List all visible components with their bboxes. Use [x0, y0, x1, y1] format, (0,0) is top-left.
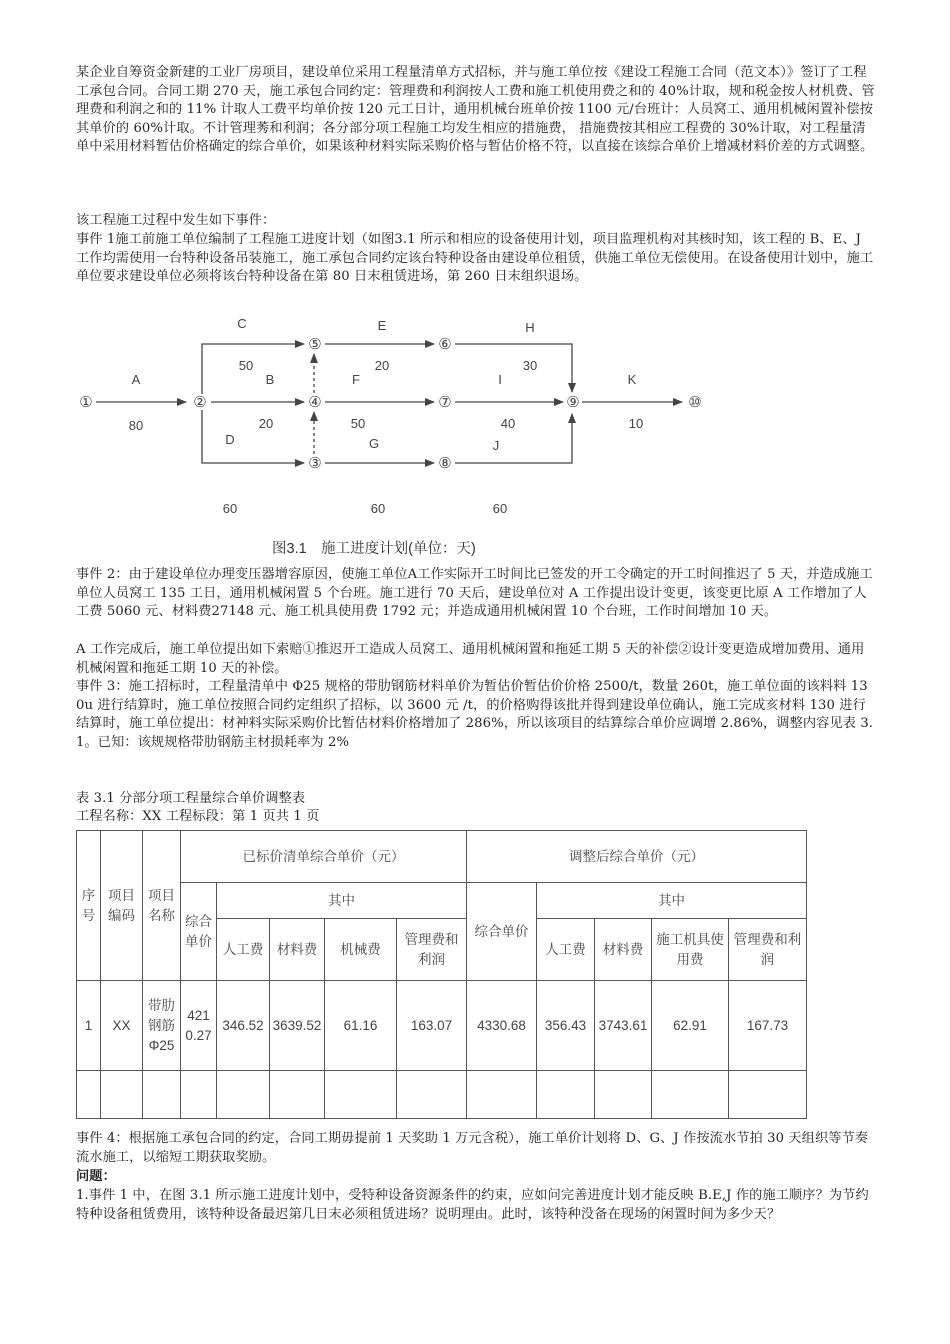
node-2: ②	[193, 394, 207, 411]
table-subtitle: 工程名称：XX 工程标段：第 1 页共 1 页	[76, 809, 320, 824]
duration-H: 30	[522, 358, 538, 373]
duration-A: 80	[128, 418, 144, 433]
header-labor-2: 人工费	[537, 919, 595, 981]
header-material-1: 材料费	[270, 919, 325, 981]
node-4: ④	[308, 394, 322, 411]
node-5: ⑤	[308, 336, 322, 353]
header-among-2: 其中	[537, 883, 807, 919]
cell-mgmt-1: 163.07	[397, 981, 467, 1071]
intro-events-line: 该工程施工过程中发生如下事件：	[76, 213, 276, 228]
event4-paragraph: 事件 4：根据施工承包合同的约定，合同工期毋提前 1 天奖助 1 万元含税），施工单价计划将 D、G、J 作按流水节拍 30 天组织等节奏流水施工，以缩短工期获取奖励。	[76, 1131, 869, 1165]
table-row	[77, 981, 807, 1071]
label-H: H	[525, 320, 535, 335]
duration-I: 40	[500, 416, 516, 431]
arrow-D	[202, 410, 304, 463]
header-unit-price-2: 综合单价	[467, 883, 537, 981]
header-mgmt-2: 管理费和利润	[729, 919, 807, 981]
label-C: C	[237, 318, 247, 331]
intro-paragraph: 某企业自筹资金新建的工业厂房项目，建设单位采用工程量清单方式招标，并与施工单位按《建设工程施工合同（范文本）》签订了工程工承包合同。合同工期 270 天，施工承包合同约定：管理费和利润按人工费和施工机使用费之和的 40%计取，规和税金按人材机费、管理费和利润之和的 11% 计取人工费平均单价按 120 元工日计，通用机械台班单价按 1100 元/台班计：人员窝工、通用机械闲置补偿按其单价的 60%计取。不计管理莠和利润；各分部分项工程施工均发生相应的措施费， 措施费按其相应工程费的 30%计取，对工程量清单中采用材料暂估价格确定的综合单价，如果该种材料实际采购价格与暂估价格不符，以直接在该综合单价上增减材料价差的方式调整。	[76, 65, 875, 155]
header-machine-1: 机械费	[325, 919, 397, 981]
label-G: G	[368, 436, 380, 451]
diagram-caption: 图3.1 施工进度计划(单位：天)	[272, 541, 476, 557]
questions-heading: 问题：	[76, 1169, 116, 1184]
node-8: ⑧	[438, 455, 452, 472]
node-9: ⑨	[566, 394, 580, 411]
unit-price-adjustment-table	[76, 830, 807, 1119]
header-labor-1: 人工费	[217, 919, 270, 981]
duration-F: 50	[350, 416, 366, 431]
cell-unit-price-1: 4210.27	[181, 981, 217, 1071]
cell-name: 带肋钢筋Φ25	[143, 981, 181, 1071]
cell-unit-price-2: 4330.68	[467, 981, 537, 1071]
event1-paragraph: 事件 1施工前施工单位编制了工程施工进度计划（如图3.1 所示和相应的设备使用计划，项目监理机构对其核时知，该工程的 B、E、J 工作均需使用一台特种设备吊装施工，施工承包合同约定该台特种设备由建设单位租赁，供施工单位无偿使用。在设备使用计划中，施工单位要求建设单位必须将该台特种设备在第 80 日末租赁进场，第 260 日末组织退场。	[76, 232, 874, 285]
duration-C: 50	[238, 358, 254, 373]
duration-G: 60	[370, 501, 386, 516]
cell-machine-2: 62.91	[652, 981, 729, 1071]
question-1: 1.事件 1 中，在图 3.1 所示施工进度计划中，受特种设备资源条件的约束，应如问完善进度计划才能反映 B.E,J 作的施工顺序？为节约特种设备租赁费用，该特种设备最迟第几日末必须租赁进场？说明理由。此时，该特种没备在现场的闲置时间为多少天？	[76, 1188, 869, 1222]
cell-labor-1: 346.52	[217, 981, 270, 1071]
label-E: E	[377, 318, 387, 333]
label-I: I	[498, 372, 502, 387]
label-K: K	[627, 372, 637, 387]
header-seq: 序号	[77, 831, 101, 981]
cell-material-2: 3743.61	[595, 981, 652, 1071]
table-title: 表 3.1 分部分项工程量综合单价调整表	[76, 791, 306, 806]
header-machine-2: 施工机具使用费	[652, 919, 729, 981]
cell-seq: 1	[77, 981, 101, 1071]
cell-labor-2: 356.43	[537, 981, 595, 1071]
label-A: A	[131, 372, 141, 387]
node-10: ⑩	[688, 394, 702, 411]
header-material-2: 材料费	[595, 919, 652, 981]
header-among-1: 其中	[217, 883, 467, 919]
event2-paragraph: 事件 2：由于建设单位办理变压器增容原因，使施工单位A工作实际开工时间比已签发的开工令确定的开工时间推迟了 5 天，并造成施工单位人员窝工 135 工日，通用机械闲置 5 个台班。施工进行 70 天后，建设单位对 A 工作提出设计变更，该变更比原 A 工作增加了人工费 5060 元、材料费27148 元、施工机具使用费 1792 元；并造成通用机械闲置 10 个台班，工作时间增加 10 天。	[76, 567, 873, 620]
event3-paragraph: 事件 3：施工招标时，工程量清单中 Φ25 规格的带肋钢筋材料单价为暂估价暂估价价格 2500/t，数量 260t，施工单位面的该料料 130u 进行结算时，施工单位按照合同约定组织了招标，以 3600 元 /t，的价格购得该批并得到建设单位确认，施工完成亥材料 130 进行结算时，施工单位提出：材衶料实际采购价比暂估材料价格增加了 286%，所以该项目的结算综合单价应调增 2.86%，调整内容见表 3.1。已知：该规规格带肋钢筋主材损耗率为 2%	[76, 679, 874, 750]
cell-machine-1: 61.16	[325, 981, 397, 1071]
label-B: B	[265, 372, 275, 387]
table-row-empty	[77, 1071, 807, 1119]
label-D: D	[225, 432, 235, 447]
node-7: ⑦	[438, 394, 452, 411]
node-3: ③	[308, 455, 322, 472]
progress-network-diagram	[70, 318, 720, 526]
duration-B: 20	[258, 416, 274, 431]
label-F: F	[352, 372, 360, 387]
header-unit-price-1: 综合单价	[181, 883, 217, 981]
arrow-H	[455, 344, 572, 392]
duration-J: 60	[492, 501, 508, 516]
node-1: ①	[79, 394, 93, 411]
header-name: 项目名称	[143, 831, 181, 981]
cell-mgmt-2: 167.73	[729, 981, 807, 1071]
header-code: 项目编码	[101, 831, 143, 981]
cell-code: XX	[101, 981, 143, 1071]
header-original-group: 已标价清单综合单价（元）	[181, 831, 467, 883]
header-adjusted-group: 调整后综合单价（元）	[467, 831, 807, 883]
duration-D: 60	[222, 501, 238, 516]
node-6: ⑥	[438, 336, 452, 353]
duration-E: 20	[374, 358, 390, 373]
label-J: J	[492, 438, 500, 453]
cell-material-1: 3639.52	[270, 981, 325, 1071]
duration-K: 10	[628, 416, 644, 431]
event2-claims-paragraph: A 工作完成后，施工单位提出如下索赔①推迟开工造成人员窝工、通用机械闲置和拖延工期 5 天的补偿②设计变更造成增加费用、通用机械闲置和拖延工期 10 天的补偿。	[76, 642, 865, 676]
header-mgmt-1: 管理费和利润	[397, 919, 467, 981]
